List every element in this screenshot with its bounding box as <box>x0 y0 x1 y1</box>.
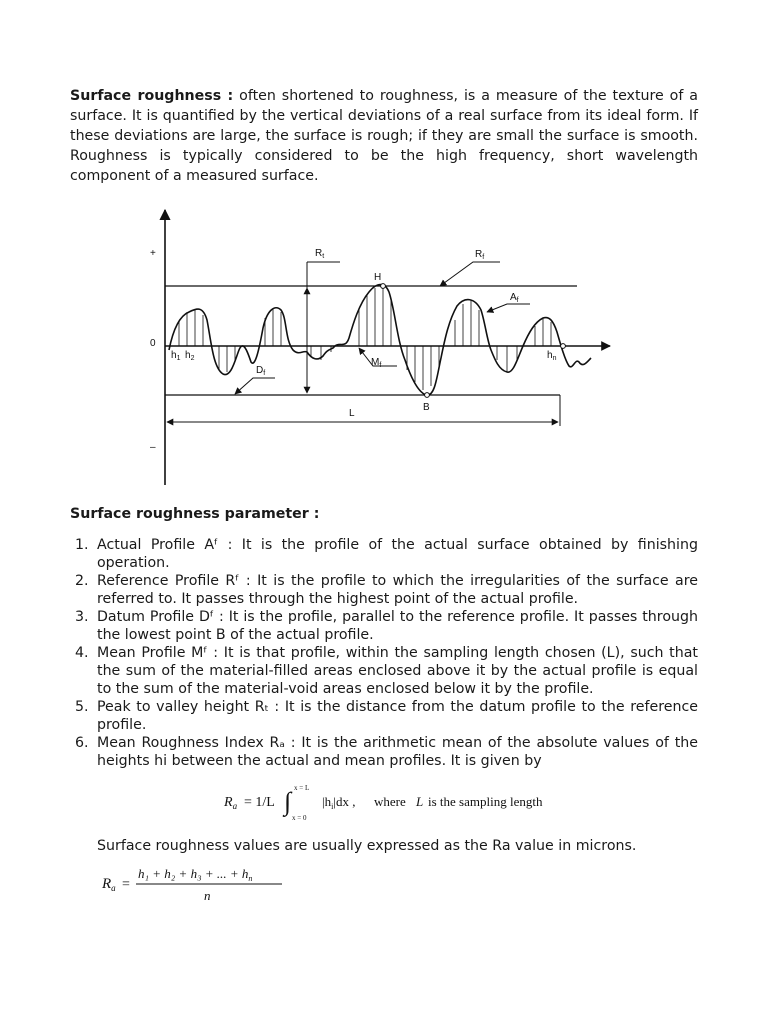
list-item: 2. Reference Profile Rᶠ : It is the profile to which the irregularities of the surface are referred to. It passes through the highest point of the actual profile. <box>75 573 698 607</box>
intro-text: often shortened to roughness, is a measure of the texture of a surface. It is quantified by the vertical deviations of a real surface from its ideal form. If these deviations are large, the surface is rough; if they are small the surface is smooth. Roughness is typically considered to be the high frequency, short wavelength component of a measured surface. <box>70 88 698 184</box>
svg-text:L: L <box>416 794 424 809</box>
hn-point <box>561 344 566 349</box>
svg-text:= 1/L: = 1/L <box>244 795 275 810</box>
b-label: B <box>423 402 430 413</box>
profile-svg <box>135 200 615 490</box>
actual-profile-curve <box>169 285 591 396</box>
mf-label: $M_f$ <box>371 357 382 369</box>
mean-roughness-integral-formula <box>222 780 602 822</box>
parameter-list <box>70 536 698 770</box>
h2-label: $h_2$ <box>185 350 195 362</box>
plus-label: + <box>150 248 156 259</box>
material-filled-hatch <box>179 286 551 346</box>
svg-text:∫: ∫ <box>284 787 292 816</box>
df-leader <box>235 378 275 394</box>
valley-point-b <box>425 393 430 398</box>
list-item: 6. Mean Roughness Index Rₐ : It is the arithmetic mean of the absolute values of the heights hi between the actual and mean profiles. It is given by <box>75 735 698 769</box>
rt-label: $R_t$ <box>315 248 325 260</box>
minus-label: – <box>150 442 156 453</box>
af-leader <box>487 304 530 312</box>
section-heading: Surface roughness parameter : <box>70 506 320 522</box>
svg-text:|hi|dx ,: $|h_i|dx$ , <box>322 794 356 811</box>
hn-label: $h_n$ <box>547 350 557 362</box>
h1-label: $h_1$ <box>171 350 181 362</box>
material-void-hatch <box>219 346 517 390</box>
intro-term: Surface roughness <box>70 88 222 104</box>
svg-text:is the sampling length: is the sampling length <box>428 794 543 809</box>
l-label: L <box>349 408 355 419</box>
ra-average-formula <box>100 862 290 906</box>
df-label: $D_f$ <box>256 365 266 377</box>
intro-paragraph <box>70 86 698 186</box>
ra-note: Surface roughness values are usually expressed as the Ra value in microns. <box>97 838 637 854</box>
svg-text:n: n <box>204 888 211 903</box>
svg-text:where: where <box>374 794 406 809</box>
svg-text:x = L: x = L <box>294 784 310 792</box>
rf-leader <box>440 262 500 286</box>
surface-profile-diagram <box>135 200 615 490</box>
rf-label: $R_f$ <box>475 249 485 261</box>
svg-text:=: = <box>122 877 130 892</box>
intro-colon: : <box>221 88 234 104</box>
list-item: 4. Mean Profile Mᶠ : It is that profile, within the sampling length chosen (L), such that the sum of the material-filled areas enclosed above it by the actual profile is equal to the sum of the material-void areas enclosed below it by the profile. <box>75 645 698 697</box>
svg-text:h₁ + h₂ + h₃ + ... + hn: h₁ + h₂ + h₃ + ... + $h_n$ <box>138 866 253 883</box>
af-label: $A_f$ <box>510 292 519 304</box>
svg-text:x = 0: x = 0 <box>292 814 307 822</box>
list-item: 3. Datum Profile Dᶠ : It is the profile, parallel to the reference profile. It passes through the lowest point B of the actual profile. <box>75 609 698 643</box>
list-item: 1. Actual Profile Aᶠ : It is the profile of the actual surface obtained by finishing operation. <box>75 537 698 571</box>
svg-text:Ra: $R_a$ <box>102 876 116 893</box>
zero-label: 0 <box>150 338 156 349</box>
peak-point-h <box>381 284 386 289</box>
h-label: H <box>374 272 382 283</box>
svg-text:Ra: $R_a$ <box>224 795 238 811</box>
list-item: 5. Peak to valley height Rₜ : It is the distance from the datum profile to the reference profile. <box>75 699 698 733</box>
